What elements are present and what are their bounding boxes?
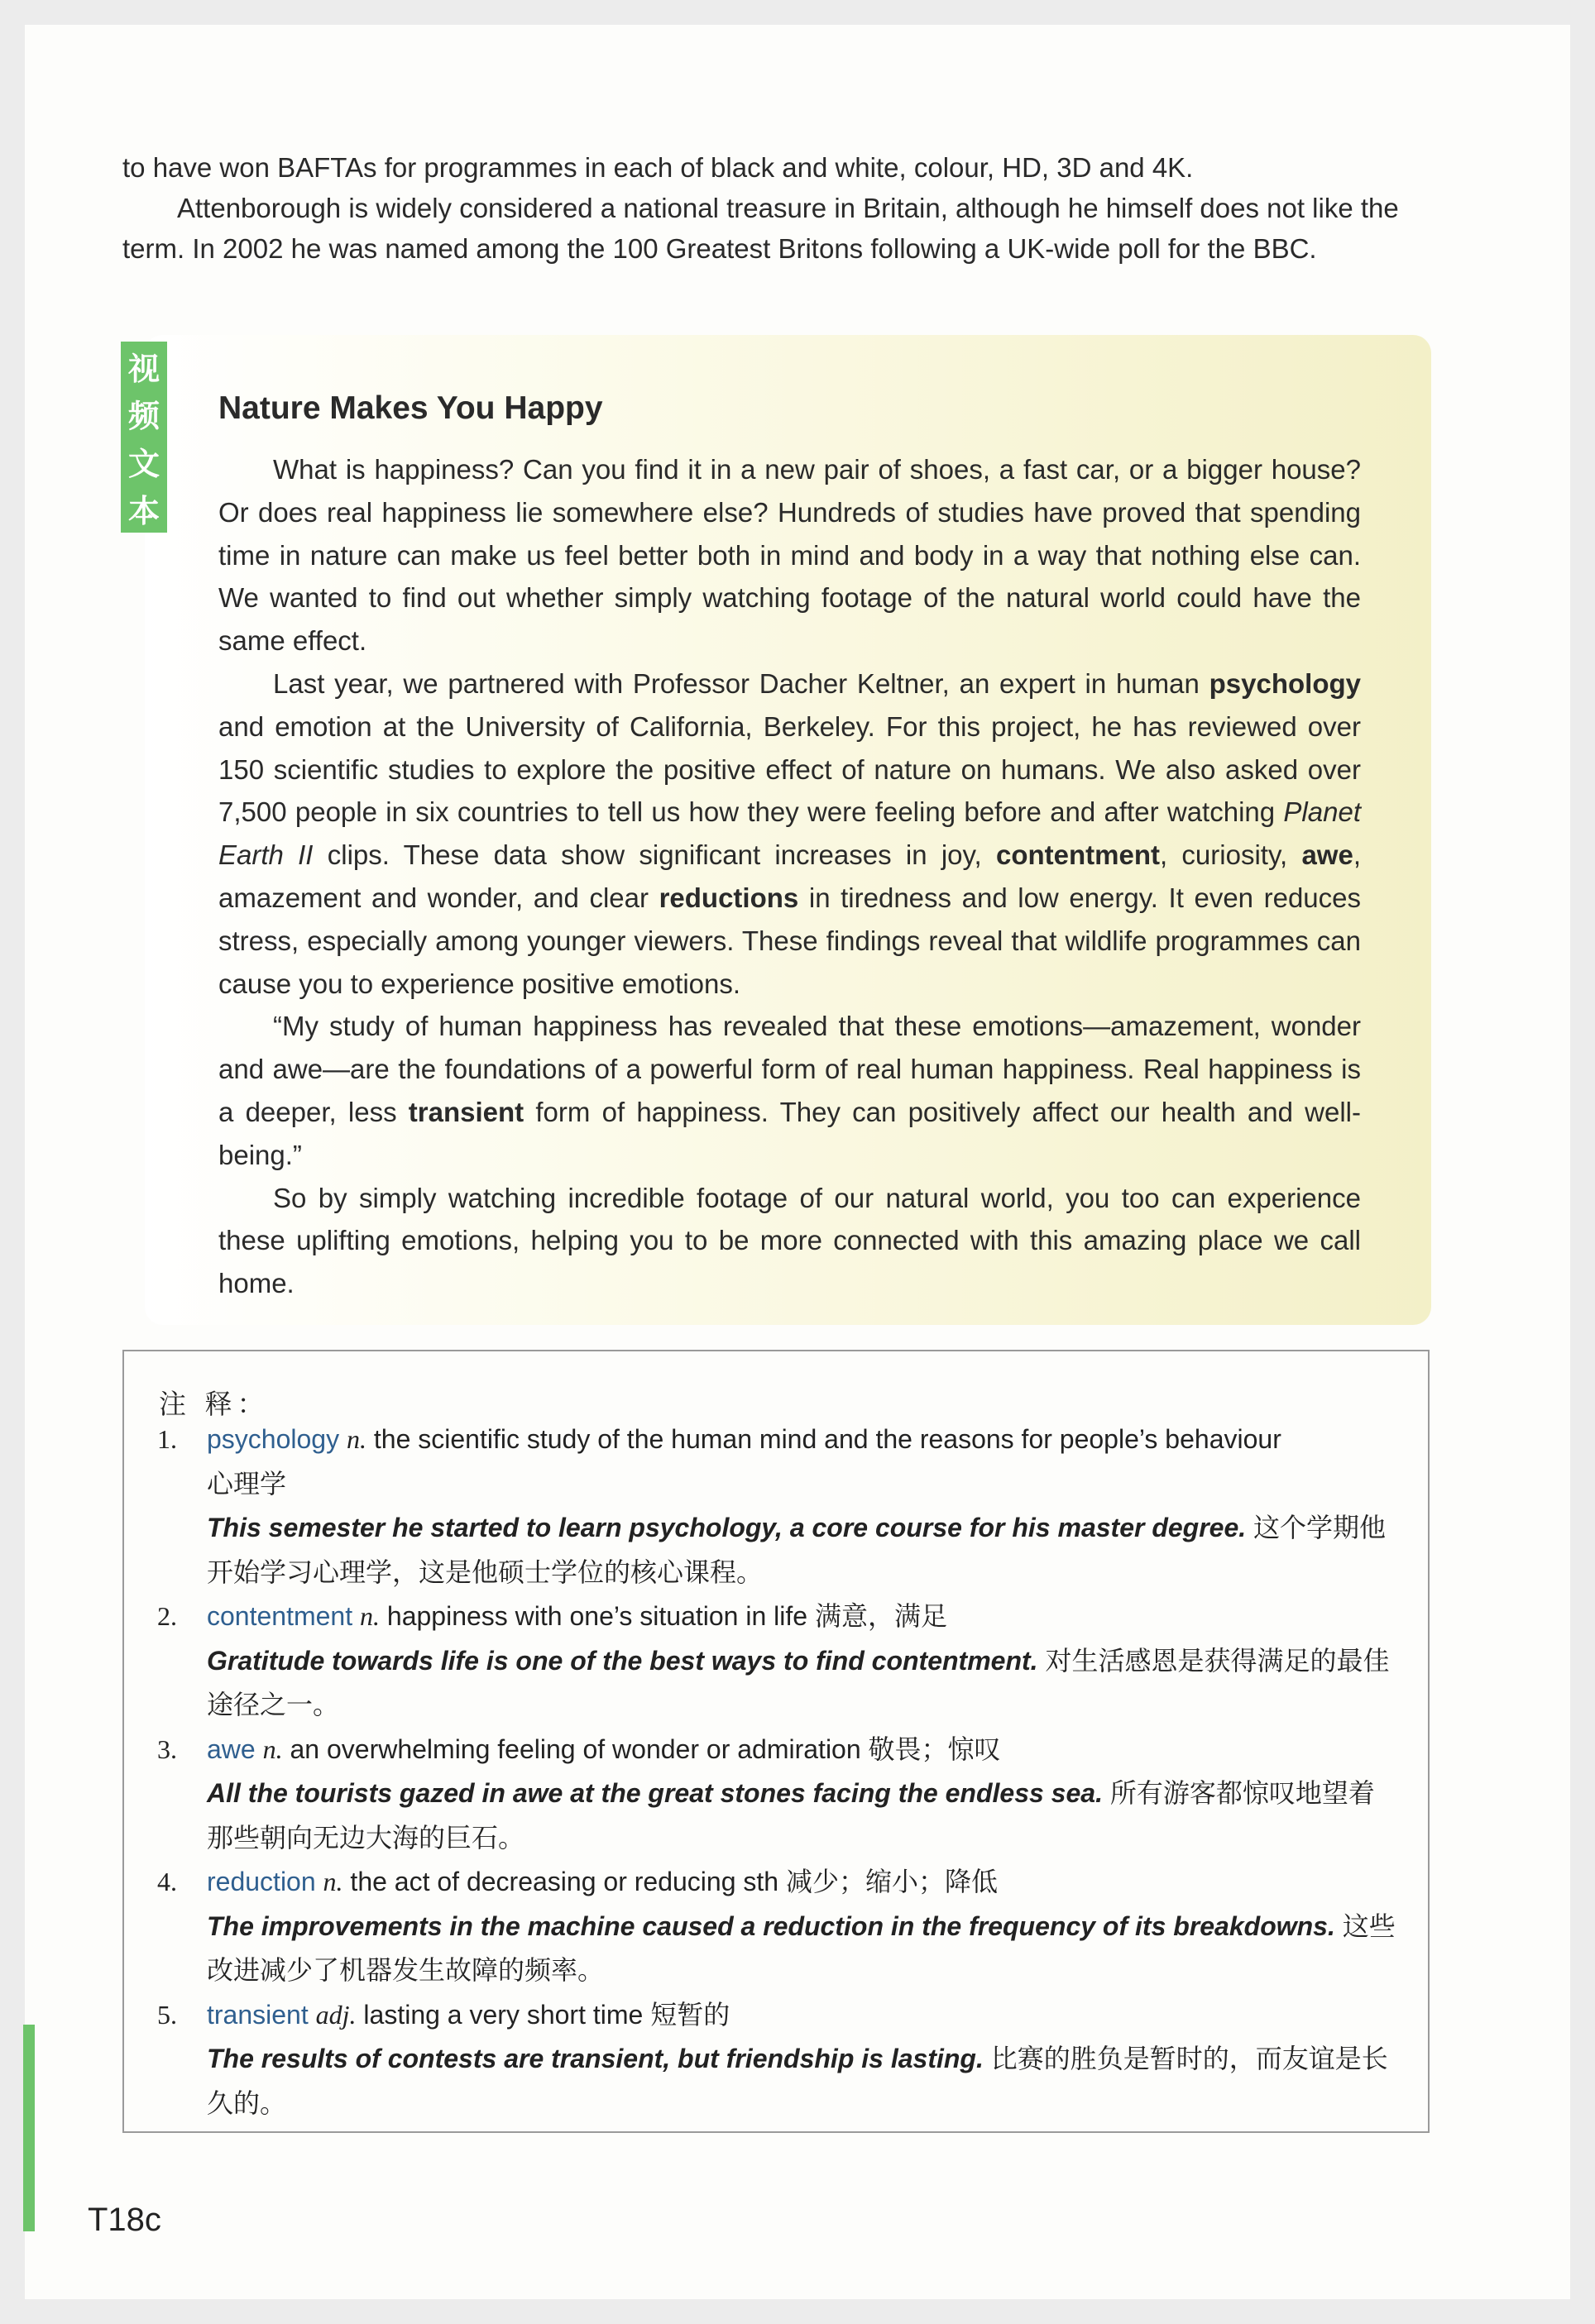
note-number: 2. [157,1601,177,1631]
note-item [157,1728,1398,1861]
notes-box [122,1350,1430,2133]
notes-list [157,1418,1398,2126]
note-translation: 敬畏；惊叹 [868,1733,1001,1765]
note-definition: the act of decreasing or reducing sth [350,1867,779,1896]
intro-text [122,147,1434,269]
note-pos: n. [346,1424,366,1454]
note-pos: n. [323,1867,343,1896]
note-definition: an overwhelming feeling of wonder or admiration [290,1733,861,1764]
intro-line: to have won BAFTAs for programmes in each of black and white, colour, HD, 3D and 4K. [122,152,1194,183]
note-translation: 减少；缩小；降低 [785,1866,998,1897]
keyword-awe: awe [1301,839,1353,871]
note-example: The improvements in the machine caused a reduction in the frequency of its breakdowns. [207,1910,1335,1941]
keyword-transient: transient [408,1096,524,1127]
note-item [157,1595,1398,1728]
note-definition: lasting a very short time [363,1999,644,2030]
text-run: Last year, we partnered with Professor Dacher Keltner, an expert in human [273,667,1200,699]
text-run: in tiredness and low energy. It even reduces stress, especially among younger viewers. These findings reveal that wildlife programmes can cause you to experience positive emotions. [218,882,1362,999]
tag-char: 文 [127,445,160,482]
note-number: 1. [157,1424,177,1454]
note-word: contentment [207,1601,353,1631]
note-pos: n. [360,1601,380,1631]
green-margin-bar [23,2025,35,2231]
note-word: awe [207,1733,256,1764]
note-translation: 短暂的 [650,1998,730,2030]
show-title: Planet Earth II [218,796,1361,871]
text-run: clips. These data show significant increases in joy, [327,839,982,871]
note-item [157,1418,1398,1595]
panel-paragraph-3 [218,1005,1361,1176]
note-translation: 满意，满足 [814,1600,947,1632]
tag-char: 本 [127,492,160,529]
note-example-translation: 所有游客都惊叹地望着那些朝向无边大海的巨石。 [207,1777,1375,1853]
intro-paragraph: Attenborough is widely considered a national treasure in Britain, although he himself does not like the term. In 2002 he was named among the 100 Greatest Britons following a UK-wide poll for the BBC. [122,193,1399,264]
note-definition: the scientific study of the human mind and the reasons for people’s behaviour [373,1424,1281,1454]
page-number: T18c [88,2202,161,2238]
note-word: reduction [207,1867,316,1896]
note-pos: n. [262,1733,283,1764]
note-item [157,1860,1398,1993]
note-example: All the tourists gazed in awe at the great stones facing the endless sea. [207,1778,1103,1808]
panel-body [218,448,1361,1305]
text-run: form of happiness. They can positively affect our health and well-being.” [218,1096,1361,1170]
note-example: This semester he started to learn psychology, a core course for his master degree. [207,1513,1247,1542]
keyword-contentment: contentment [996,839,1160,871]
note-example: The results of contests are transient, but friendship is lasting. [207,2044,984,2073]
note-definition: happiness with one’s situation in life [386,1601,808,1631]
tag-char: 频 [127,398,160,435]
panel-paragraph-2 [218,662,1361,1005]
note-word: psychology [207,1424,340,1454]
text-run: , amazement and wonder, and clear [218,839,1361,913]
keyword-psychology: psychology [1209,667,1362,699]
text-run: , curiosity, [1160,839,1288,871]
note-number: 5. [157,1999,177,2030]
panel-paragraph-4: So by simply watching incredible footage of our natural world, you too can experience these uplifting emotions, helping you to be more connected with this amazing place we call home. [218,1182,1361,1299]
note-example-translation: 这些改进减少了机器发生故障的频率。 [207,1910,1396,1986]
note-example-translation: 这个学期他开始学习心理学，这是他硕士学位的核心课程。 [207,1512,1387,1588]
note-pos: adj. [315,1999,357,2030]
text-run: “My study of human happiness has revealed that these emotions—amazement, wonder and awe—are the foundations of a powerful form of real human happiness. Real happiness is a deeper, less [218,1011,1361,1127]
video-script-tag [121,342,167,533]
note-number: 3. [157,1733,177,1764]
panel-title: Nature Makes You Happy [218,390,603,426]
note-example: Gratitude towards life is one of the best ways to find contentment. [207,1645,1038,1676]
note-translation: 心理学 [207,1467,287,1499]
keyword-reductions: reductions [659,882,799,913]
note-number: 4. [157,1867,177,1896]
note-example-translation: 比赛的胜负是暂时的，而友谊是长久的。 [207,2043,1388,2119]
note-item [157,1993,1398,2126]
tag-char: 视 [127,351,160,388]
notes-heading: 注 释： [159,1388,270,1420]
note-word: transient [207,1999,309,2030]
note-example-translation: 对生活感恩是获得满足的最佳途径之一。 [207,1644,1390,1720]
text-run: and emotion at the University of California, Berkeley. For this project, he has reviewed over 150 scientific studies to explore the positive effect of nature on humans. We also asked over 7,500 people in six countries to tell us how they were feeling before and after watching [218,710,1361,828]
panel-paragraph-1: What is happiness? Can you find it in a new pair of shoes, a fast car, or a bigger house? Or does real happiness lie somewhere else? Hundreds of studies have proved that spending time in nature can make us feel better both in mind and body in a way that nothing else can. We wanted to find out whether simply watching footage of the natural world could have the same effect. [218,454,1361,657]
